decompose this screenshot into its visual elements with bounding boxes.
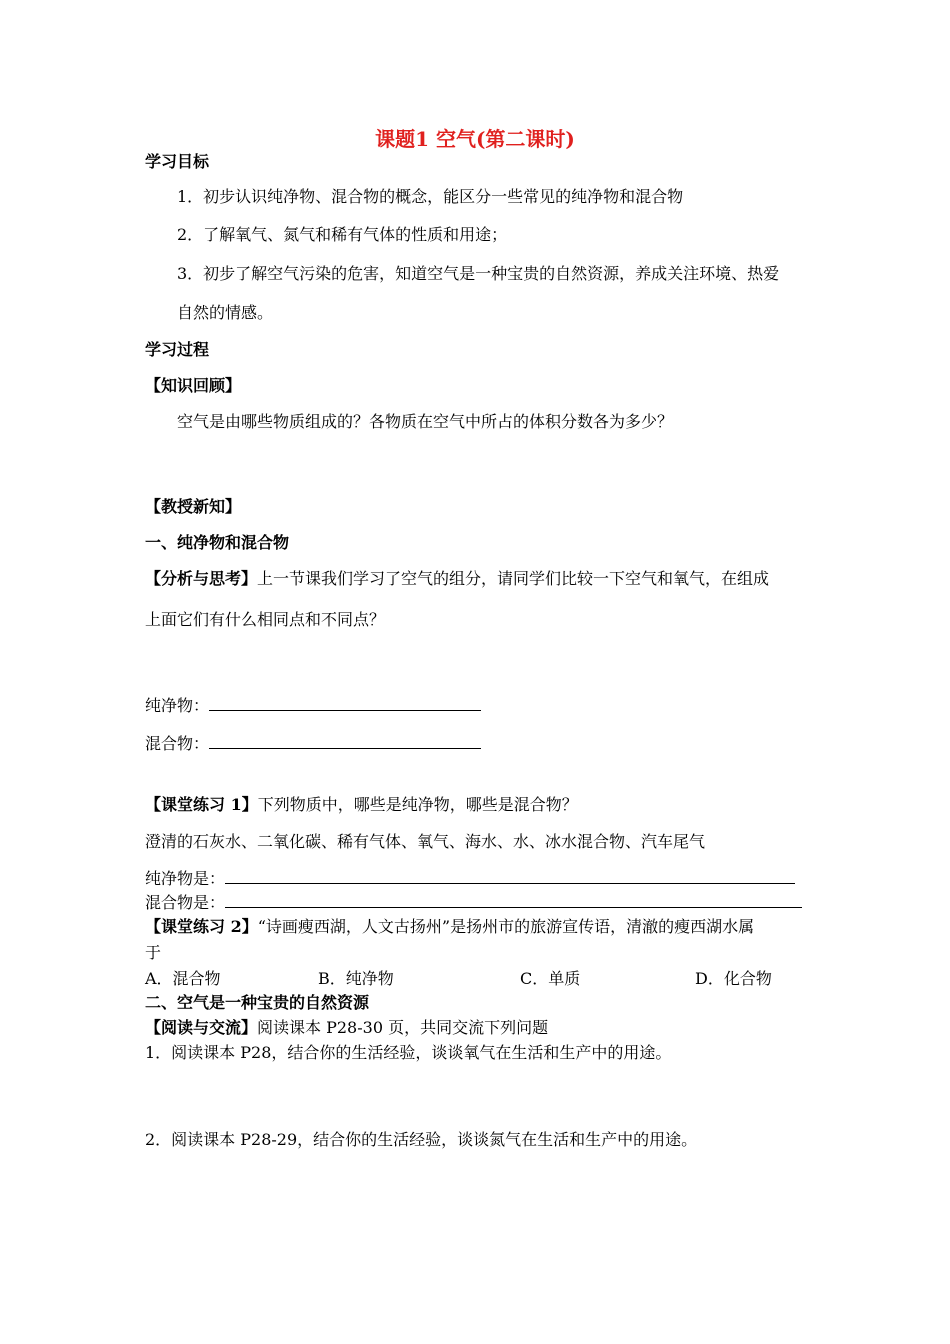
review-heading: 【知识回顾】 [145,376,242,395]
exercise2-paragraph [145,917,754,937]
goal-item-3-cont: 自然的情感。 [177,303,274,322]
reading-text: 阅读课本 P28-30 页，共同交流下列问题 [257,1018,549,1037]
question-1: 1．阅读课本 P28，结合你的生活经验，谈谈氧气在生活和生产中的用途。 [145,1043,672,1062]
analysis-text-cont: 上面它们有什么相同点和不同点？ [145,610,386,629]
analysis-text: 上一节课我们学习了空气的组分，请同学们比较一下空气和氧气，在组成 [257,569,770,588]
exercise1-mixture-label: 混合物是： [145,893,226,912]
mixture-answer-row [145,734,481,754]
exercise1-items: 澄清的石灰水、二氧化碳、稀有气体、氧气、海水、水、冰水混合物、汽车尾气 [145,832,706,851]
analysis-label: 【分析与思考】 [145,569,258,588]
option-a[interactable]: A．混合物 [145,969,221,988]
review-question: 空气是由哪些物质组成的？各物质在空气中所占的体积分数各为多少？ [177,412,674,431]
section1-heading: 一、纯净物和混合物 [145,533,290,552]
page-title: 课题1 空气(第二课时) [375,127,575,151]
reading-paragraph [145,1018,548,1038]
option-b[interactable]: B．纯净物 [318,969,394,988]
pure-label: 纯净物： [145,696,210,715]
pure-answer-line[interactable] [209,696,481,711]
pure-answer-row [145,696,481,716]
exercise2-text-cont: 于 [145,943,162,962]
section2-heading: 二、空气是一种宝贵的自然资源 [145,993,370,1012]
exercise1-mixture-row [145,893,802,913]
mixture-label: 混合物： [145,734,210,753]
exercise1-pure-label: 纯净物是： [145,869,226,888]
mixture-answer-line[interactable] [209,734,481,749]
exercise2-text: “诗画瘦西湖，人文古扬州”是扬州市的旅游宣传语，清澈的瘦西湖水属 [257,917,755,936]
option-c[interactable]: C．单质 [520,969,581,988]
exercise1-paragraph [145,795,578,815]
option-d[interactable]: D．化合物 [695,969,772,988]
reading-label: 【阅读与交流】 [145,1018,258,1037]
goal-item-3: 3．初步了解空气污染的危害，知道空气是一种宝贵的自然资源，养成关注环境、热爱 [177,264,780,283]
exercise1-text: 下列物质中，哪些是纯净物，哪些是混合物？ [257,795,578,814]
exercise1-pure-line[interactable] [225,869,795,884]
goal-item-2: 2．了解氧气、氮气和稀有气体的性质和用途； [177,225,508,244]
goals-heading: 学习目标 [145,152,210,171]
process-heading: 学习过程 [145,340,210,359]
exercise2-label: 【课堂练习 2】 [145,917,258,936]
analysis-paragraph [145,569,769,589]
exercise1-label: 【课堂练习 1】 [145,795,258,814]
question-2: 2．阅读课本 P28-29，结合你的生活经验，谈谈氮气在生活和生产中的用途。 [145,1130,698,1149]
exercise1-pure-row [145,869,795,889]
new-knowledge-heading: 【教授新知】 [145,497,242,516]
exercise1-mixture-line[interactable] [225,893,802,908]
goal-item-1: 1．初步认识纯净物、混合物的概念，能区分一些常见的纯净物和混合物 [177,187,684,206]
